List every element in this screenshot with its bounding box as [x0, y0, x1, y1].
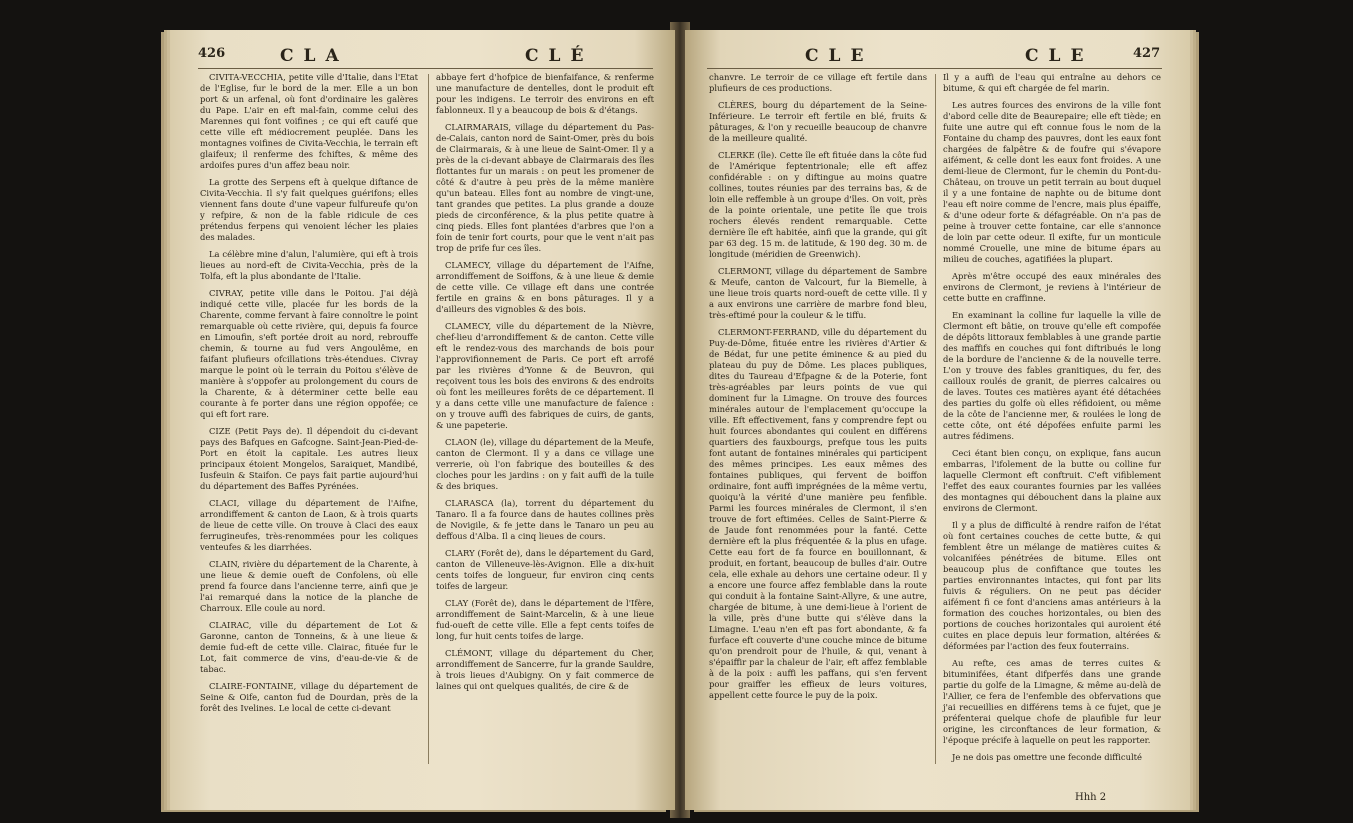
- left-header-rule: [198, 68, 653, 69]
- left-header-left: CLA: [280, 46, 349, 66]
- entry-paragraph: chanvre. Le terroir de ce village eft fertile dans plufieurs de ces productions.: [709, 72, 927, 93]
- entry-paragraph: CLÉMONT, village du département du Cher, arrondiffement de Sancerre, fur la grande Sauldre, à trois lieues d'Aubigny. On y fait commerce de laines qui ont quelques qualités, de cire & de: [436, 648, 654, 691]
- right-page-number: 427: [1133, 46, 1161, 61]
- entry-paragraph: Ceci étant bien conçu, on explique, fans aucun embarras, l'ifolement de la butte ou colline fur laquelle Clermont eft conftruit. C'eft vifiblement l'effet des eaux courantes fournies par les vallées des montagnes qui débouchent dans la plaine aux environs de Clermont.: [943, 448, 1161, 513]
- entry-paragraph: CIZE (Petit Pays de). Il dépendoit du ci-devant pays des Bafques en Gafcogne. Saint-Jean-Pied-de-Port en étoit la capitale. Les autres lieux principaux étoient Mongelos, Saraiquet, Mandibé, Iusfeuin & Staifon. Ce pays fait partie aujourd'hui du département des Baffes Pyrénées.: [200, 426, 418, 491]
- left-header-right: CLÉ: [525, 46, 594, 66]
- entry-paragraph: Au refte, ces amas de terres cuites & bituminifées, étant difperfés dans une grande partie du golfe de la Limagne, & même au-delà de l'Allier, ce fera de l'enfemble des obfervations que j'ai recueillies en différens tems à ce fujet, que je préfenterai quelque chofe de plaufible fur leur origine, les circonftances de leur formation, & l'époque précife à laquelle on peut les rapporter.: [943, 658, 1161, 745]
- entry-paragraph: Il y a auffi de l'eau qui entraîne au dehors ce bitume, & qui eft chargée de fel marin.: [943, 72, 1161, 93]
- entry-paragraph: CLÈRES, bourg du département de la Seine-Inférieure. Le terroir eft fertile en blé, fruits & pâturages, & l'on y recueille beaucoup de chanvre de la meilleure qualité.: [709, 100, 927, 143]
- right-column-2: [943, 72, 1161, 769]
- entry-paragraph: CIVRAY, petite ville dans le Poitou. J'ai déjà indiqué cette ville, placée fur les bords de la Charente, comme fervant à faire connoître le point remarquable où cette rivière, qui, depuis fa fource en Limoufin, s'eft portée droit au nord, rebrouffe chemin, & tourne au fud vers Angoulême, en faifant plufieurs ofcillations très-étendues. Civray marque le point où le terrain du Poitou s'élève de manière à s'oppofer au prolongement du cours de la Charente, & à déterminer cette belle eau courante à fe porter dans une région oppofée; ce qui eft fort rare.: [200, 288, 418, 419]
- right-header-rule: [707, 68, 1162, 69]
- right-header-right: CLE: [1025, 46, 1094, 66]
- right-column-rule: [935, 74, 936, 764]
- entry-paragraph: CLAIRMARAIS, village du département du Pas-de-Calais, canton nord de Saint-Omer, près du bois de Clairmarais, & à une lieue de Saint-Omer. Il y a près de la ci-devant abbaye de Clairmarais des îles flottantes fur un marais : on peut les promener de côté & d'autre à peu près de la même manière qu'un bateau. Elles font au nombre de vingt-une, tant grandes que petites. La plus grande a douze pieds de circonférence, & la plus petite quatre à cinq pieds. Elles font plantées d'arbres que l'on a foin de tenir fort courts, pour que le vent n'ait pas trop de prife fur ces îles.: [436, 122, 654, 253]
- entry-paragraph: CLAIRAC, ville du département de Lot & Garonne, canton de Tonneins, & à une lieue & demie fud-eft de cette ville. Clairac, fituée fur le Lot, fait commerce de vins, d'eau-de-vie & de tabac.: [200, 620, 418, 674]
- entry-paragraph: CIVITA-VECCHIA, petite ville d'Italie, dans l'Etat de l'Eglise, fur le bord de la mer. Elle a un bon port & un arfenal, où font d'ordinaire les galères du Pape. L'air en eft mal-fain, comme celui des Marennes qui font voifines ; ce qui eft caufé que cette ville eft médiocrement peuplée. Dans les montagnes voifines de Civita-Vecchia, le terrain eft glaifeux; il renferme des fchiftes, & même des ardoifes pures d'un affez beau noir.: [200, 72, 418, 170]
- entry-paragraph: CLACI, village du département de l'Aifne, arrondiffement & canton de Laon, & à trois quarts de lieue de cette ville. On trouve à Claci des eaux ferrugineufes, très-renommées pour les coliques venteufes & les diarrhées.: [200, 498, 418, 552]
- entry-paragraph: CLAIN, rivière du département de la Charente, à une lieue & demie oueft de Confolens, où elle prend fa fource dans l'ancienne terre, ainfi que je l'ai remarqué dans la notice de la planche de Charroux. Elle coule au nord.: [200, 559, 418, 613]
- entry-paragraph: Je ne dois pas omettre une feconde difficulté: [952, 752, 1142, 762]
- entry-paragraph: CLERMONT, village du département de Sambre & Meufe, canton de Valcourt, fur la Biemelle, à une lieue trois quarts nord-oueft de cette ville. Il y a aux environs une carrière de marbre fond bleu, très-eftimé pour la couleur & le tiffu.: [709, 266, 927, 320]
- open-book: [170, 8, 1190, 818]
- left-column-1: [200, 72, 418, 720]
- right-page: [685, 30, 1190, 810]
- entry-paragraph: CLERKE (île). Cette île eft fituée dans la côte fud de l'Amérique feptentrionale; elle eft affez confidérable : on y diftingue au moins quatre collines, toutes réunies par des terrains bas, & de loin elle reffemble à un groupe d'îles. On voit, près de la pointe orientale, une petite île que trois rochers élevés rendent remarquable. Cette dernière île eft habitée, ainfi que la grande, qui gît par 63 deg. 15 m. de latitude, & 190 deg. 30 m. de longitude (méridien de Greenwich).: [709, 150, 927, 259]
- entry-paragraph: La célèbre mine d'alun, l'alumière, qui eft à trois lieues au nord-eft de Civita-Vecchia, près de la Tolfa, eft la plus abondante de l'Italie.: [200, 249, 418, 281]
- left-page: [170, 30, 675, 810]
- entry-paragraph: Il y a plus de difficulté à rendre raifon de l'état où font certaines couches de cette butte, & qui femblent être un mélange de matières cuites & volcanifées pénétrées de bitume. Elles ont beaucoup plus de confiftance que toutes les parties environnantes intactes, qui font par lits fuivis & réguliers. On ne peut pas décider aifément fi ce font d'anciens amas antérieurs à la formation des couches horizontales, ou bien des portions de couches horizontales qui auroient été cuites en place depuis leur formation, altérées & déformées par l'action des feux fouterrains.: [943, 520, 1161, 651]
- entry-paragraph: CLERMONT-FERRAND, ville du département du Puy-de-Dôme, fituée entre les rivières d'Artier & de Bédat, fur une petite éminence & au pied du plateau du puy de Dôme. Les places publiques, dites du Taureau d'Efpagne & de la Poterie, font très-agréables par leurs points de vue qui dominent fur la Limagne. On trouve des fources minérales autour de l'emplacement qu'occupe la ville. Eft effectivement, fans y comprendre fept ou huit fources abondantes qui coulent en différens quartiers des fauxbourgs, prefque tous les puits font autant de fontaines minérales qui participent des mêmes principes. Les eaux mêmes des fontaines publiques, qui fervent de boiffon ordinaire, font auffi imprégnées de la même vertu, quoiqu'à la vérité d'une manière peu fenfible. Parmi les fources minérales de Clermont, il s'en trouve de fort eftimées. Celles de Saint-Pierre & de Jaude font renommées pour la fanté. Cette dernière eft la plus fréquentée & la plus en ufage. Cette eau fort de fa fource en bouillonnant, & produit, en fortant, beaucoup de bulles d'air. Outre cela, elle exhale au dehors une certaine odeur. Il y a encore une fource affez femblable dans la route qui conduit à la fontaine Saint-Allyre, & une autre, chargée de bitume, à une demi-lieue à l'orient de la ville, près d'une butte qui s'élève dans la Limagne. L'eau n'en eft pas fort abondante, & fa furface eft couverte d'une couche mince de bitume qu'on prendroit pour de l'huile, & qui, venant à s'épaiffir par la chaleur de l'air, eft affez femblable à de la poix : auffi les paffans, qui s'en fervent pour graiffer les effieux de leurs voitures, appellent cette fource le puy de la poix.: [709, 327, 927, 700]
- entry-paragraph: CLAIRE-FONTAINE, village du département de Seine & Oife, canton fud de Dourdan, près de la forêt des Ivelines. Le local de cette ci-devant: [200, 681, 418, 713]
- entry-paragraph: La grotte des Serpens eft à quelque diftance de Civita-Vecchia. Il s'y fait quelques guérifons; elles viennent fans doute d'une vapeur fulfureufe qu'on y refpire, & non de la fable ridicule de ces prétendus ferpens qui venoient lécher les plaies des malades.: [200, 177, 418, 242]
- right-column-1: [709, 72, 927, 707]
- entry-paragraph: abbaye fert d'hofpice de bienfaifance, & renferme une manufacture de dentelles, dont le produit eft pour les indigens. Le terroir des environs en eft fablonneux. Il y a beaucoup de bois & d'étangs.: [436, 72, 654, 115]
- entry-paragraph: Après m'être occupé des eaux minérales des environs de Clermont, je reviens à l'intérieur de cette butte en craffinne.: [943, 271, 1161, 303]
- entry-paragraph: CLARY (Forêt de), dans le département du Gard, canton de Villeneuve-lès-Avignon. Elle a dix-huit cents toifes de longueur, fur environ cinq cents toifes de largeur.: [436, 548, 654, 591]
- left-column-2: [436, 72, 654, 698]
- entry-paragraph: CLAMECY, ville du département de la Nièvre, chef-lieu d'arrondiffement & de canton. Cette ville eft le rendez-vous des marchands de bois pour l'approvifionnement de Paris. Ce port eft arrofé par les rivières d'Yonne & de Beuvron, qui reçoivent tous les bois des environs & des endroits où font les meilleures forêts de ce département. Il y a dans cette ville une manufacture de faïence : on y trouve auffi des fabriques de cuirs, de gants, & une papeterie.: [436, 321, 654, 430]
- entry-paragraph: CLAMECY, village du département de l'Aifne, arrondiffement de Soiffons, & à une lieue & demie de cette ville. Ce village eft dans une contrée fertile en grains & en bons pâturages. Il y a d'ailleurs des vignobles & des bois.: [436, 260, 654, 314]
- entry-paragraph: CLAON (le), village du département de la Meufe, canton de Clermont. Il y a dans ce village une verrerie, où l'on fabrique des bouteilles & des cloches pour les jardins : on y fait auffi de la tuile & des briques.: [436, 437, 654, 491]
- entry-paragraph: CLAY (Forêt de), dans le département de l'Ifère, arrondiffement de Saint-Marcelin, & à une lieue fud-oueft de cette ville. Elle a fept cents toifes de long, fur huit cents toifes de large.: [436, 598, 654, 641]
- left-page-number: 426: [198, 46, 226, 61]
- entry-paragraph: En examinant la colline fur laquelle la ville de Clermont eft bâtie, on trouve qu'elle eft compofée de dépôts littoraux femblables à une grande partie des maffifs en couches qui font diftribués le long de la bordure de l'ancienne & de la nouvelle terre. L'on y trouve des fables granitiques, du fer, des cailloux roulés de granit, de pierres calcaires ou de laves. Toutes ces matières ayant été détachées des parties du golfe où elles réfidoient, ou même de la côte de l'ancienne mer, & roulées le long de cette côte, ont été dépofées enfuite parmi les autres fédimens.: [943, 310, 1161, 441]
- entry-paragraph: Les autres fources des environs de la ville font d'abord celle dite de Beaurepaire; elle eft tiède; en fuite une autre qui eft connue fous le nom de la Fontaine du champ des pauvres, dont les eaux font chargées de falpêtre & de foufre qui s'évapore aifément, & celle dont les eaux font froides. A une demi-lieue de Clermont, fur le chemin du Pont-du-Château, on trouve un petit terrain au bout duquel il y a une fontaine de naphte ou de bitume dont l'eau eft noire comme de l'encre, mais plus épaiffe, & d'une odeur forte & défagréable. On n'a pas de peine à trouver cette fontaine, car elle s'annonce de loin par cette odeur. Il exifte, fur un monticule nommé Crouelle, une mine de bitume épars au milieu de couches, agatifiées la plupart.: [943, 100, 1161, 264]
- signature-mark: Hhh 2: [1075, 792, 1107, 803]
- entry-paragraph: CLARASCA (la), torrent du département du Tanaro. Il a fa fource dans de hautes collines près de Novigile, & fe jette dans le Tanaro un peu au deffous d'Alba. Il a cinq lieues de cours.: [436, 498, 654, 541]
- right-header-left: CLE: [805, 46, 874, 66]
- left-column-rule: [428, 74, 429, 764]
